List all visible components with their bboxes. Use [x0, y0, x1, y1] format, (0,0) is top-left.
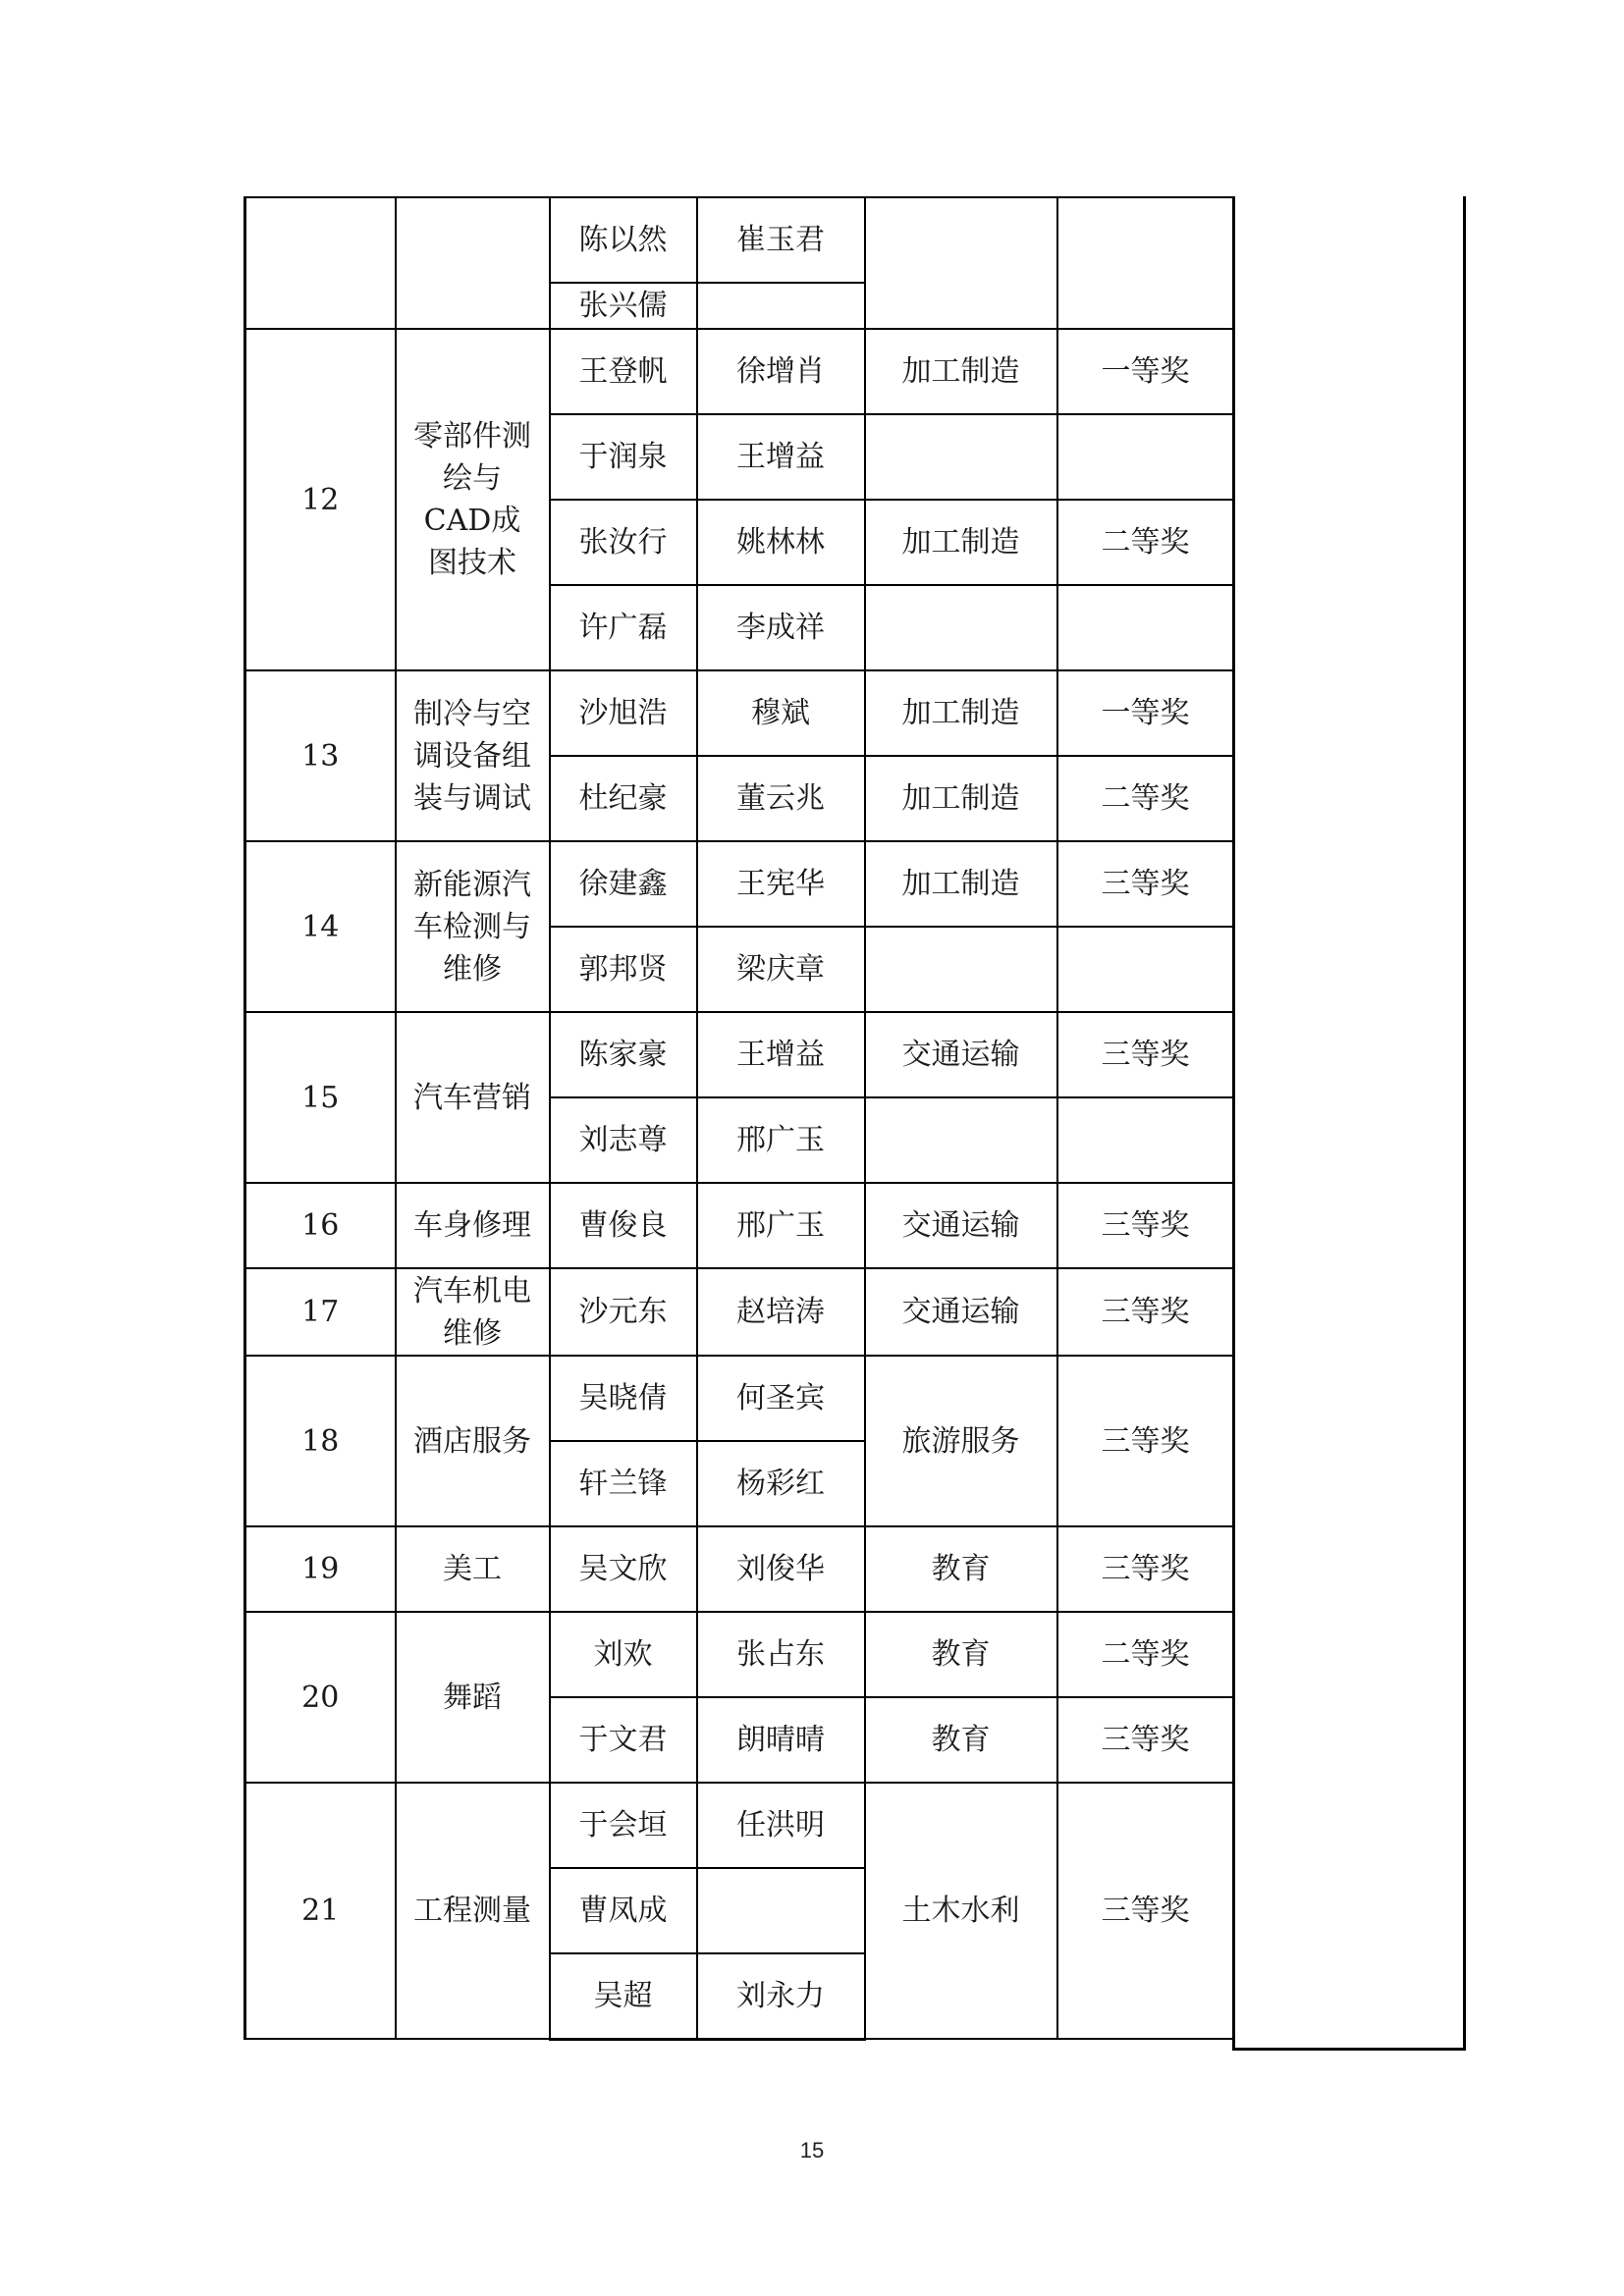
student-cell: 杜纪豪	[550, 756, 697, 841]
table-row	[245, 1183, 1234, 1268]
table-row	[245, 1268, 1234, 1356]
student-cell: 曹凤成	[550, 1868, 697, 1953]
award-cell: 三等奖	[1057, 1526, 1234, 1612]
number-cell: 14	[245, 841, 396, 1012]
number-cell: 15	[245, 1012, 396, 1183]
project-cell	[396, 841, 550, 1012]
project-cell	[396, 329, 550, 670]
category-cell: 教育	[865, 1697, 1057, 1783]
table-row	[245, 329, 1234, 414]
teacher-cell: 李成祥	[697, 585, 865, 670]
teacher-cell: 王增益	[697, 1012, 865, 1097]
number-cell: 19	[245, 1526, 396, 1612]
category-cell: 交通运输	[865, 1183, 1057, 1268]
category-cell	[865, 414, 1057, 500]
teacher-cell: 刘俊华	[697, 1526, 865, 1612]
teacher-cell: 梁庆章	[697, 927, 865, 1012]
project-cell	[396, 1783, 550, 2039]
project-name: 汽车机电维修	[413, 1273, 531, 1351]
project-cell	[396, 1268, 550, 1356]
teacher-cell: 刘永力	[697, 1953, 865, 2039]
award-cell: 二等奖	[1057, 1612, 1234, 1697]
category-cell: 加工制造	[865, 329, 1057, 414]
category-cell: 旅游服务	[865, 1356, 1057, 1526]
student-cell: 沙元东	[550, 1268, 697, 1356]
category-cell: 交通运输	[865, 1012, 1057, 1097]
student-cell: 于文君	[550, 1697, 697, 1783]
teacher-cell: 杨彩红	[697, 1441, 865, 1526]
teacher-cell	[697, 1868, 865, 1953]
student-cell: 曹俊良	[550, 1183, 697, 1268]
project-name: 舞蹈	[443, 1680, 502, 1715]
teacher-cell: 邢广玉	[697, 1183, 865, 1268]
table-row	[245, 670, 1234, 756]
student-cell: 张兴儒	[550, 283, 697, 329]
award-cell: 三等奖	[1057, 1183, 1234, 1268]
category-cell: 加工制造	[865, 841, 1057, 927]
project-name: 车身修理	[413, 1208, 531, 1243]
teacher-cell: 邢广玉	[697, 1097, 865, 1183]
award-cell: 三等奖	[1057, 1268, 1234, 1356]
category-cell	[865, 197, 1057, 329]
category-cell	[865, 1097, 1057, 1183]
student-cell: 徐建鑫	[550, 841, 697, 927]
project-name: 制冷与空调设备组装与调试	[413, 696, 531, 816]
student-cell: 陈家豪	[550, 1012, 697, 1097]
teacher-cell: 董云兆	[697, 756, 865, 841]
teacher-cell: 穆斌	[697, 670, 865, 756]
number-cell: 16	[245, 1183, 396, 1268]
award-cell	[1057, 1097, 1234, 1183]
teacher-cell: 赵培涛	[697, 1268, 865, 1356]
project-name: 新能源汽车检测与维修	[413, 867, 531, 987]
table-row	[245, 197, 1234, 283]
student-cell: 郭邦贤	[550, 927, 697, 1012]
award-cell	[1057, 414, 1234, 500]
student-cell: 张汝行	[550, 500, 697, 585]
table-row	[245, 1356, 1234, 1441]
project-name: 美工	[443, 1552, 502, 1586]
teacher-cell: 张占东	[697, 1612, 865, 1697]
category-cell: 土木水利	[865, 1783, 1057, 2039]
student-cell: 吴文欣	[550, 1526, 697, 1612]
student-cell: 刘欢	[550, 1612, 697, 1697]
award-cell: 一等奖	[1057, 329, 1234, 414]
award-cell	[1057, 585, 1234, 670]
category-cell: 加工制造	[865, 756, 1057, 841]
student-cell: 沙旭浩	[550, 670, 697, 756]
teacher-cell: 王增益	[697, 414, 865, 500]
number-cell: 17	[245, 1268, 396, 1356]
student-cell: 吴晓倩	[550, 1356, 697, 1441]
number-cell: 21	[245, 1783, 396, 2039]
project-cell	[396, 1612, 550, 1783]
student-cell: 王登帆	[550, 329, 697, 414]
award-cell	[1057, 927, 1234, 1012]
teacher-cell: 何圣宾	[697, 1356, 865, 1441]
category-cell	[865, 927, 1057, 1012]
number-cell: 20	[245, 1612, 396, 1783]
page-number: 15	[799, 2138, 825, 2163]
project-cell	[396, 197, 550, 329]
number-cell	[245, 197, 396, 329]
award-cell: 三等奖	[1057, 841, 1234, 927]
project-cell	[396, 1183, 550, 1268]
project-name: 零部件测绘与CAD成图技术	[413, 419, 531, 580]
number-cell: 13	[245, 670, 396, 841]
student-cell: 吴超	[550, 1953, 697, 2039]
teacher-cell: 朗晴晴	[697, 1697, 865, 1783]
project-cell	[396, 1012, 550, 1183]
teacher-cell: 任洪明	[697, 1783, 865, 1868]
project-name: 工程测量	[413, 1894, 531, 1928]
table-row	[245, 1012, 1234, 1097]
award-cell: 二等奖	[1057, 756, 1234, 841]
award-cell: 二等奖	[1057, 500, 1234, 585]
award-cell: 三等奖	[1057, 1012, 1234, 1097]
table-row	[245, 1783, 1234, 1868]
student-cell: 于会垣	[550, 1783, 697, 1868]
number-cell: 12	[245, 329, 396, 670]
teacher-cell: 姚林林	[697, 500, 865, 585]
category-cell: 教育	[865, 1612, 1057, 1697]
project-cell	[396, 1356, 550, 1526]
student-cell: 刘志尊	[550, 1097, 697, 1183]
project-cell	[396, 670, 550, 841]
teacher-cell: 徐增肖	[697, 329, 865, 414]
award-table	[244, 196, 1235, 2041]
category-cell	[865, 585, 1057, 670]
category-cell: 加工制造	[865, 670, 1057, 756]
teacher-cell: 王宪华	[697, 841, 865, 927]
project-name: 酒店服务	[413, 1423, 531, 1459]
award-cell	[1057, 197, 1234, 329]
table-row	[245, 841, 1234, 927]
table-row	[245, 1526, 1234, 1612]
award-cell: 一等奖	[1057, 670, 1234, 756]
category-cell: 教育	[865, 1526, 1057, 1612]
project-cell	[396, 1526, 550, 1612]
teacher-cell: 崔玉君	[697, 197, 865, 283]
category-cell: 交通运输	[865, 1268, 1057, 1356]
student-cell: 轩兰锋	[550, 1441, 697, 1526]
award-cell: 三等奖	[1057, 1783, 1234, 2039]
student-cell: 于润泉	[550, 414, 697, 500]
teacher-cell	[697, 283, 865, 329]
project-name: 汽车营销	[413, 1080, 531, 1115]
remarks-column	[1232, 196, 1466, 2051]
student-cell: 许广磊	[550, 585, 697, 670]
student-cell: 陈以然	[550, 197, 697, 283]
award-cell: 三等奖	[1057, 1697, 1234, 1783]
table-row	[245, 1612, 1234, 1697]
category-cell: 加工制造	[865, 500, 1057, 585]
award-cell: 三等奖	[1057, 1356, 1234, 1526]
number-cell: 18	[245, 1356, 396, 1526]
